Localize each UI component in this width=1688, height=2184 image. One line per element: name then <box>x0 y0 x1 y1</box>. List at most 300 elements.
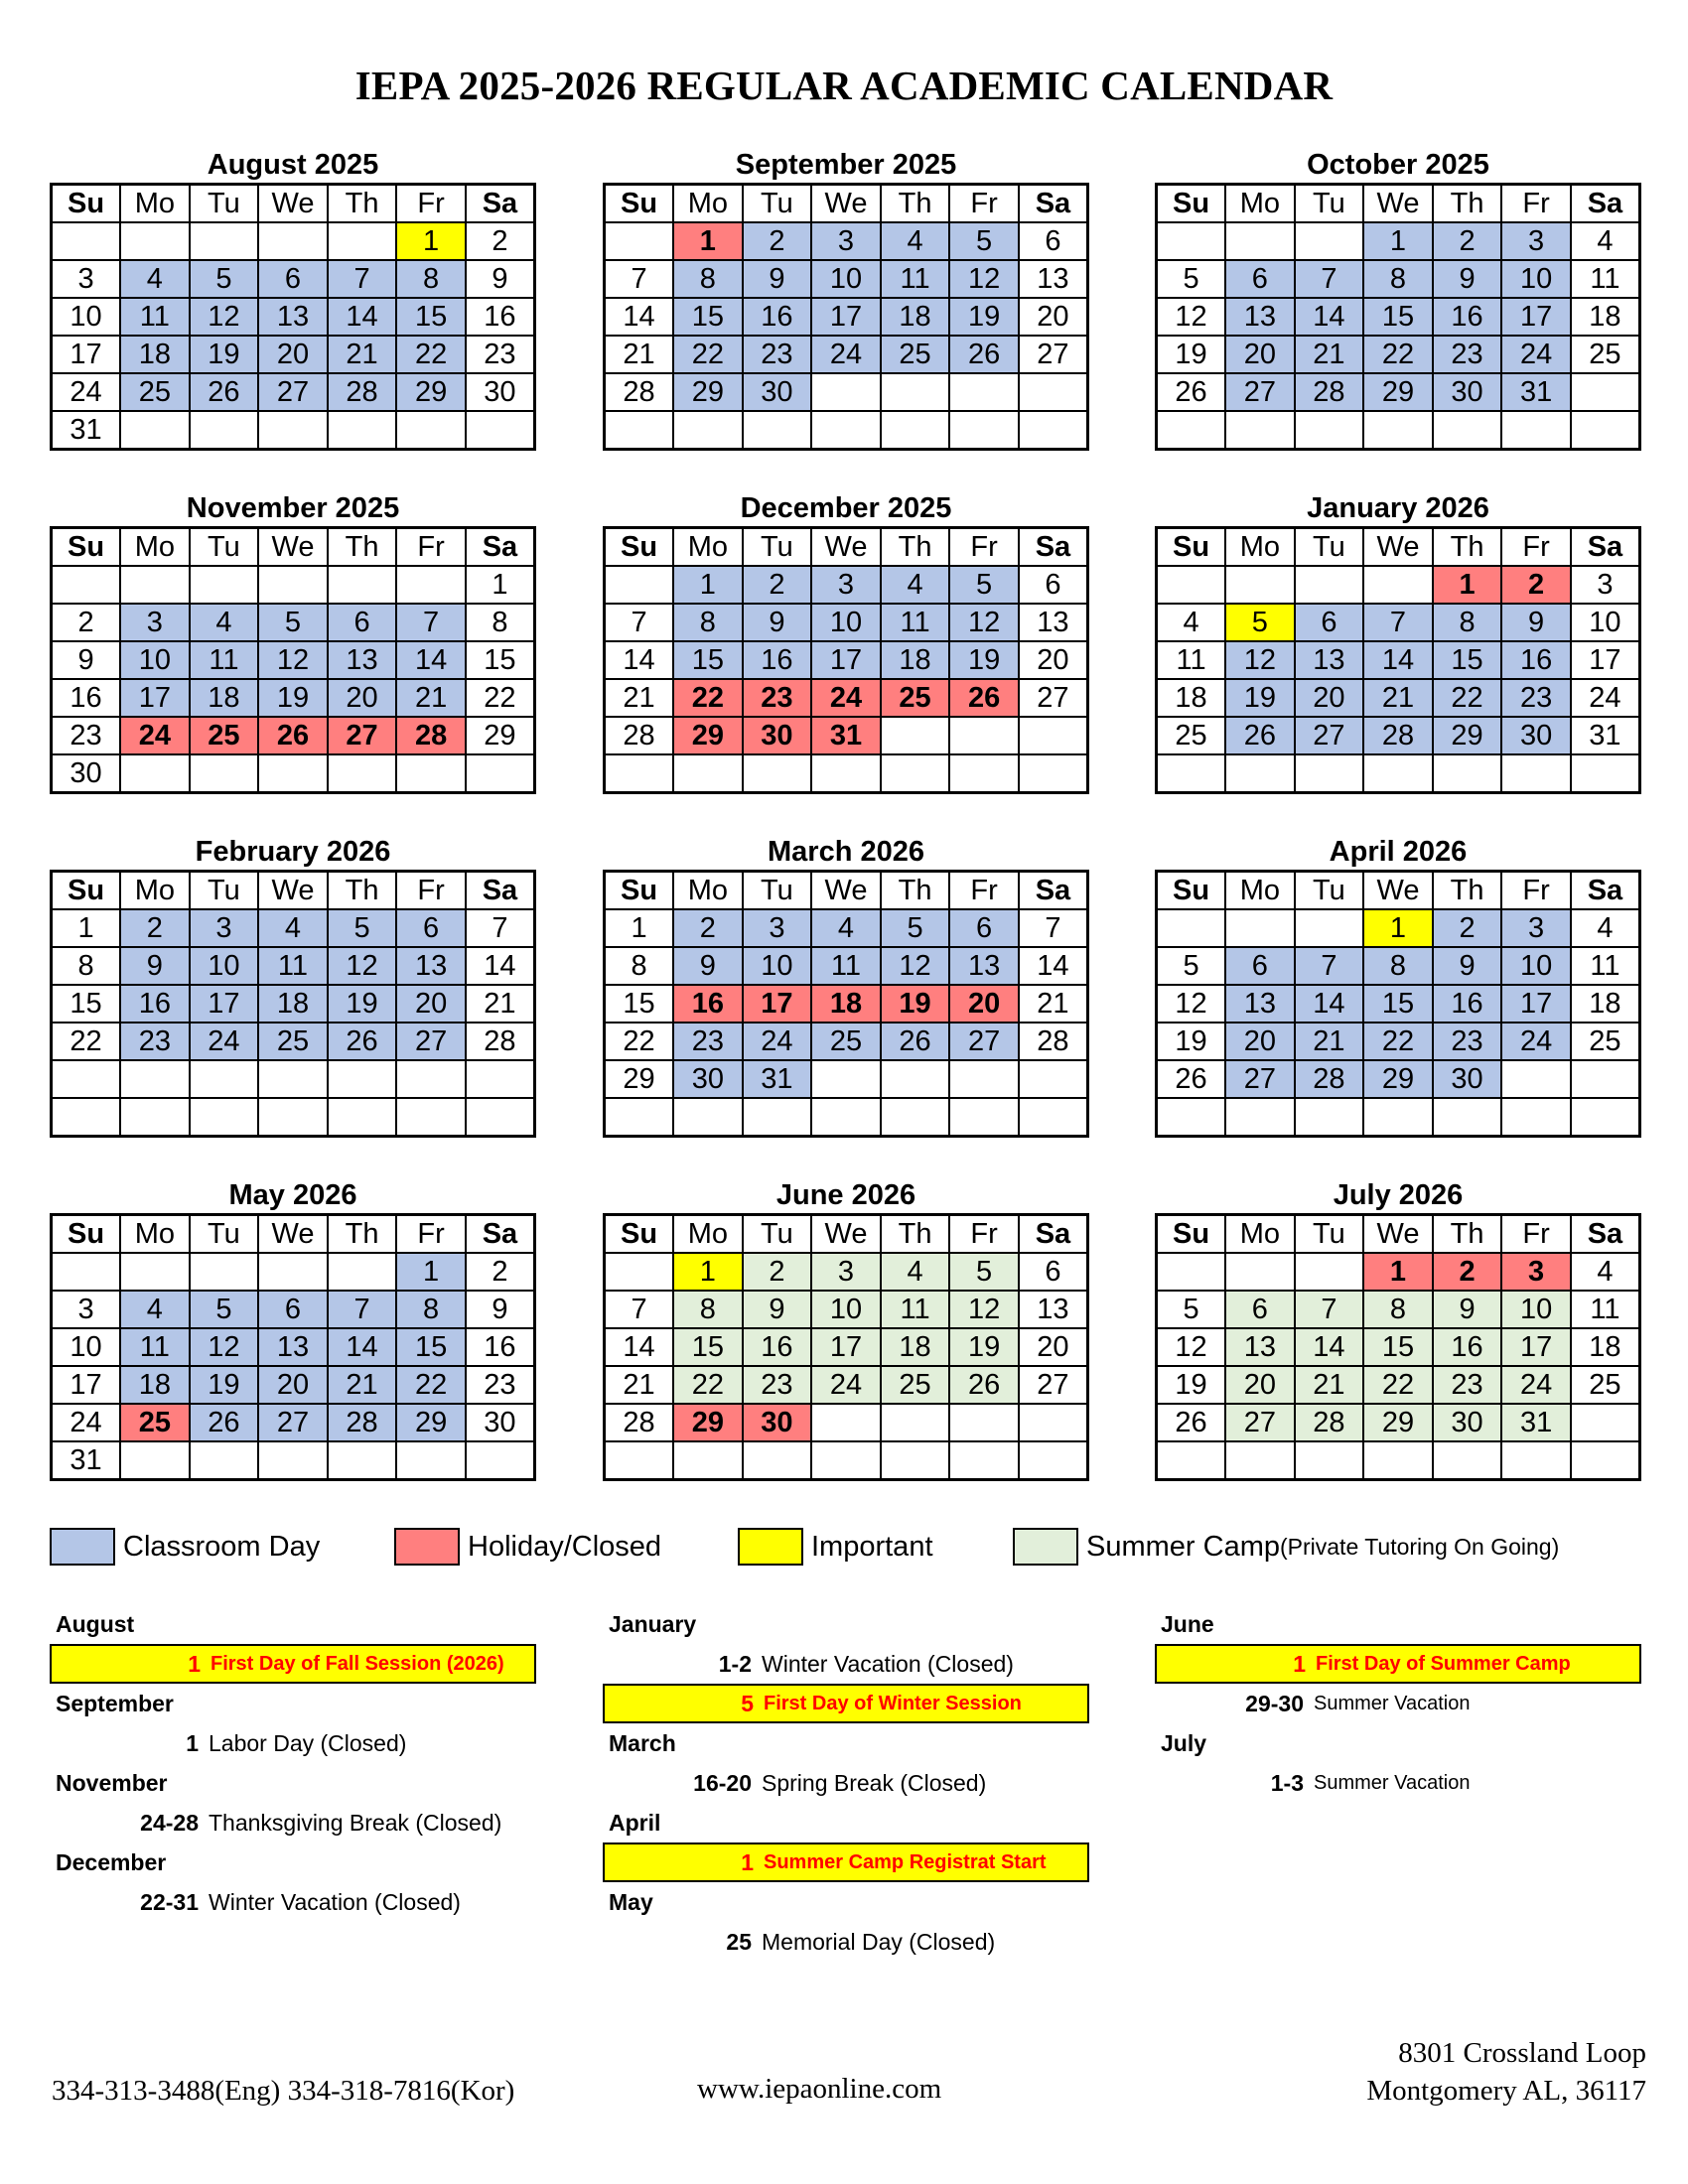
day-cell: 1 <box>673 566 743 604</box>
day-cell: 21 <box>1295 1366 1364 1404</box>
month-name: January 2026 <box>1307 492 1489 524</box>
empty-cell <box>1501 1441 1571 1480</box>
day-cell: 24 <box>52 373 121 411</box>
day-cell: 11 <box>1571 260 1640 298</box>
week-row <box>52 717 535 754</box>
empty-cell <box>605 411 674 450</box>
day-cell: 18 <box>881 298 950 336</box>
empty-cell <box>605 1098 674 1137</box>
day-cell: 16 <box>1433 985 1502 1023</box>
day-cell: 17 <box>52 336 121 373</box>
day-cell: 20 <box>1019 641 1088 679</box>
day-cell: 25 <box>1571 1023 1640 1060</box>
empty-cell <box>1225 1441 1295 1480</box>
day-cell: 22 <box>1433 679 1502 717</box>
day-cell: 21 <box>1295 336 1364 373</box>
day-cell: 10 <box>811 604 881 641</box>
day-cell: 27 <box>1225 1060 1295 1098</box>
day-cell: 17 <box>1571 641 1640 679</box>
day-cell: 12 <box>1157 985 1226 1023</box>
day-cell: 13 <box>258 1328 328 1366</box>
event-text: Winter Vacation (Closed) <box>762 1650 1014 1677</box>
week-row <box>1157 1023 1640 1060</box>
day-cell: 24 <box>120 717 190 754</box>
weekday-header: Mo <box>120 1215 190 1254</box>
day-cell: 14 <box>1295 1328 1364 1366</box>
day-cell: 26 <box>881 1023 950 1060</box>
day-cell: 20 <box>1225 336 1295 373</box>
day-cell: 18 <box>1571 1328 1640 1366</box>
day-cell: 23 <box>673 1023 743 1060</box>
month-table <box>50 183 536 451</box>
empty-cell <box>328 1060 397 1098</box>
day-cell: 16 <box>743 298 812 336</box>
day-cell: 25 <box>881 679 950 717</box>
day-cell: 17 <box>1501 1328 1571 1366</box>
day-cell: 16 <box>743 1328 812 1366</box>
empty-cell <box>1501 411 1571 450</box>
day-cell: 15 <box>52 985 121 1023</box>
weekday-header: We <box>811 185 881 223</box>
weekday-header: Tu <box>1295 185 1364 223</box>
empty-cell <box>1571 411 1640 450</box>
day-cell: 9 <box>52 641 121 679</box>
empty-cell <box>52 566 121 604</box>
empty-cell <box>1157 1098 1226 1137</box>
month-calendar <box>50 490 536 794</box>
event-month-heading: December <box>56 1849 167 1875</box>
legend-label: Important <box>811 1530 933 1563</box>
month-calendar <box>603 834 1089 1138</box>
month-name: September 2025 <box>735 149 957 181</box>
weekday-header: Su <box>1157 528 1226 567</box>
empty-cell <box>120 1253 190 1291</box>
day-cell: 12 <box>1157 298 1226 336</box>
empty-cell <box>605 222 674 260</box>
day-cell: 20 <box>258 336 328 373</box>
month-table <box>50 870 536 1138</box>
day-cell: 26 <box>949 679 1019 717</box>
weekday-header: Fr <box>396 528 466 567</box>
week-row <box>605 1098 1088 1137</box>
day-cell: 16 <box>466 1328 535 1366</box>
day-cell: 15 <box>1363 1328 1433 1366</box>
empty-cell <box>258 754 328 793</box>
day-cell: 10 <box>52 298 121 336</box>
day-cell: 6 <box>258 260 328 298</box>
weekday-header: We <box>1363 528 1433 567</box>
day-cell: 16 <box>1501 641 1571 679</box>
empty-cell <box>1571 754 1640 793</box>
week-row <box>1157 1328 1640 1366</box>
week-row <box>52 373 535 411</box>
empty-cell <box>949 754 1019 793</box>
empty-cell <box>396 1098 466 1137</box>
weekday-header: Tu <box>743 185 812 223</box>
day-cell: 30 <box>743 1404 812 1441</box>
empty-cell <box>605 754 674 793</box>
day-cell: 13 <box>1225 298 1295 336</box>
day-cell: 31 <box>52 1441 121 1480</box>
week-row <box>605 260 1088 298</box>
day-cell: 17 <box>743 985 812 1023</box>
day-cell: 11 <box>120 1328 190 1366</box>
week-row <box>1157 260 1640 298</box>
day-cell: 31 <box>743 1060 812 1098</box>
day-cell: 29 <box>673 1404 743 1441</box>
events-column <box>50 1604 536 1922</box>
day-cell: 25 <box>1571 1366 1640 1404</box>
day-cell: 18 <box>1571 298 1640 336</box>
week-row <box>605 411 1088 450</box>
empty-cell <box>881 1404 950 1441</box>
day-cell: 19 <box>190 1366 259 1404</box>
empty-cell <box>673 1441 743 1480</box>
empty-cell <box>120 411 190 450</box>
weekday-header: We <box>811 528 881 567</box>
event-highlight <box>603 1684 1089 1723</box>
day-cell: 24 <box>1571 679 1640 717</box>
empty-cell <box>1157 1253 1226 1291</box>
empty-cell <box>949 1060 1019 1098</box>
legend-label: Summer Camp <box>1086 1530 1280 1563</box>
day-cell: 24 <box>811 336 881 373</box>
week-row <box>605 1060 1088 1098</box>
day-cell: 9 <box>120 947 190 985</box>
day-cell: 4 <box>881 566 950 604</box>
day-cell: 3 <box>811 566 881 604</box>
weekday-header: Mo <box>1225 528 1295 567</box>
day-cell: 24 <box>1501 1366 1571 1404</box>
weekday-header: Tu <box>1295 1215 1364 1254</box>
day-cell: 20 <box>1295 679 1364 717</box>
day-cell: 18 <box>881 641 950 679</box>
legend-label: Holiday/Closed <box>468 1530 662 1563</box>
day-cell: 26 <box>258 717 328 754</box>
event-highlight <box>50 1644 536 1684</box>
day-cell: 22 <box>673 336 743 373</box>
weekday-header: Th <box>328 185 397 223</box>
empty-cell <box>328 1253 397 1291</box>
day-cell: 20 <box>1019 1328 1088 1366</box>
week-row <box>605 298 1088 336</box>
empty-cell <box>258 1441 328 1480</box>
day-cell: 2 <box>1433 909 1502 947</box>
weekday-header: Sa <box>1571 1215 1640 1254</box>
empty-cell <box>881 754 950 793</box>
day-cell: 15 <box>1363 298 1433 336</box>
day-cell: 31 <box>1501 373 1571 411</box>
day-cell: 5 <box>949 1253 1019 1291</box>
day-cell: 5 <box>328 909 397 947</box>
month-table <box>50 1213 536 1481</box>
empty-cell <box>120 1098 190 1137</box>
empty-cell <box>949 1098 1019 1137</box>
empty-cell <box>396 566 466 604</box>
empty-cell <box>1433 754 1502 793</box>
empty-cell <box>811 411 881 450</box>
day-cell: 12 <box>1225 641 1295 679</box>
event-text: Labor Day (Closed) <box>209 1729 407 1756</box>
day-cell: 3 <box>190 909 259 947</box>
day-cell: 26 <box>949 336 1019 373</box>
day-cell: 2 <box>120 909 190 947</box>
day-cell: 22 <box>1363 1366 1433 1404</box>
empty-cell <box>949 373 1019 411</box>
day-cell: 13 <box>328 641 397 679</box>
day-cell: 1 <box>396 222 466 260</box>
week-row <box>605 754 1088 793</box>
day-cell: 12 <box>328 947 397 985</box>
day-cell: 11 <box>881 260 950 298</box>
empty-cell <box>949 717 1019 754</box>
day-cell: 27 <box>1225 373 1295 411</box>
empty-cell <box>258 1098 328 1137</box>
empty-cell <box>1157 222 1226 260</box>
week-row <box>1157 1366 1640 1404</box>
empty-cell <box>258 222 328 260</box>
event-item <box>603 1763 1089 1803</box>
empty-cell <box>1295 222 1364 260</box>
month-name: June 2026 <box>775 1179 916 1211</box>
day-cell: 13 <box>1019 604 1088 641</box>
day-cell: 13 <box>1019 260 1088 298</box>
day-cell: 22 <box>605 1023 674 1060</box>
weekday-header: Fr <box>949 528 1019 567</box>
day-cell: 21 <box>328 1366 397 1404</box>
week-row <box>1157 1098 1640 1137</box>
week-row <box>52 298 535 336</box>
day-cell: 4 <box>1571 909 1640 947</box>
empty-cell <box>1363 411 1433 450</box>
day-cell: 29 <box>673 717 743 754</box>
day-cell: 11 <box>881 1291 950 1328</box>
week-row <box>1157 947 1640 985</box>
day-cell: 10 <box>811 1291 881 1328</box>
legend-swatch <box>738 1528 803 1566</box>
week-row <box>605 909 1088 947</box>
month-calendar <box>603 1177 1089 1481</box>
empty-cell <box>881 373 950 411</box>
day-cell: 8 <box>396 260 466 298</box>
weekday-header: Th <box>328 528 397 567</box>
event-month-heading: March <box>609 1730 676 1756</box>
day-cell: 22 <box>1363 1023 1433 1060</box>
day-cell: 12 <box>949 1291 1019 1328</box>
empty-cell <box>811 373 881 411</box>
week-row <box>52 1023 535 1060</box>
weekday-header: We <box>811 1215 881 1254</box>
week-row <box>52 1291 535 1328</box>
empty-cell <box>120 222 190 260</box>
week-row <box>605 985 1088 1023</box>
day-cell: 30 <box>743 717 812 754</box>
day-cell: 9 <box>743 260 812 298</box>
day-cell: 20 <box>949 985 1019 1023</box>
month-name: November 2025 <box>186 492 400 524</box>
day-cell: 7 <box>466 909 535 947</box>
day-cell: 13 <box>258 298 328 336</box>
legend-item <box>50 1525 320 1569</box>
empty-cell <box>396 754 466 793</box>
empty-cell <box>1295 411 1364 450</box>
weekday-header: Sa <box>1019 1215 1088 1254</box>
month-name: February 2026 <box>195 836 391 868</box>
day-cell: 29 <box>1363 1060 1433 1098</box>
day-cell: 8 <box>1363 260 1433 298</box>
day-cell: 28 <box>396 717 466 754</box>
week-row <box>605 1253 1088 1291</box>
day-cell: 14 <box>1019 947 1088 985</box>
day-cell: 8 <box>1363 1291 1433 1328</box>
day-cell: 20 <box>396 985 466 1023</box>
event-month-heading: April <box>609 1810 661 1836</box>
weekday-header: Su <box>52 185 121 223</box>
day-cell: 9 <box>743 604 812 641</box>
day-cell: 21 <box>605 1366 674 1404</box>
day-cell: 23 <box>1433 1366 1502 1404</box>
empty-cell <box>52 1253 121 1291</box>
event-date: 1-2 <box>718 1650 752 1677</box>
day-cell: 28 <box>1019 1023 1088 1060</box>
empty-cell <box>1295 909 1364 947</box>
day-cell: 30 <box>1433 1060 1502 1098</box>
day-cell: 14 <box>328 298 397 336</box>
week-row <box>52 1366 535 1404</box>
day-cell: 30 <box>466 373 535 411</box>
day-cell: 30 <box>52 754 121 793</box>
day-cell: 11 <box>1571 947 1640 985</box>
day-cell: 9 <box>743 1291 812 1328</box>
weekday-header: We <box>1363 1215 1433 1254</box>
empty-cell <box>1019 1441 1088 1480</box>
day-cell: 27 <box>1225 1404 1295 1441</box>
week-row <box>1157 1060 1640 1098</box>
day-cell: 17 <box>52 1366 121 1404</box>
day-cell: 27 <box>396 1023 466 1060</box>
day-cell: 1 <box>466 566 535 604</box>
day-cell: 22 <box>396 1366 466 1404</box>
day-cell: 22 <box>673 1366 743 1404</box>
weekday-header: Th <box>881 1215 950 1254</box>
day-cell: 24 <box>1501 1023 1571 1060</box>
day-cell: 12 <box>949 604 1019 641</box>
week-row <box>1157 566 1640 604</box>
empty-cell <box>1295 1253 1364 1291</box>
weekday-header: Mo <box>120 185 190 223</box>
day-cell: 15 <box>1433 641 1502 679</box>
day-cell: 23 <box>120 1023 190 1060</box>
day-cell: 19 <box>328 985 397 1023</box>
day-cell: 3 <box>52 260 121 298</box>
day-cell: 7 <box>1019 909 1088 947</box>
weekday-header: Fr <box>1501 1215 1571 1254</box>
day-cell: 10 <box>120 641 190 679</box>
empty-cell <box>120 566 190 604</box>
weekday-header: We <box>811 872 881 910</box>
day-cell: 19 <box>1157 1366 1226 1404</box>
day-cell: 21 <box>328 336 397 373</box>
empty-cell <box>1225 566 1295 604</box>
empty-cell <box>1225 909 1295 947</box>
empty-cell <box>1019 411 1088 450</box>
empty-cell <box>1225 1098 1295 1137</box>
day-cell: 26 <box>190 1404 259 1441</box>
empty-cell <box>673 754 743 793</box>
weekday-header: Sa <box>466 872 535 910</box>
month-calendar <box>50 834 536 1138</box>
day-cell: 7 <box>328 260 397 298</box>
day-cell: 23 <box>1501 679 1571 717</box>
day-cell: 13 <box>1019 1291 1088 1328</box>
empty-cell <box>190 411 259 450</box>
day-cell: 7 <box>328 1291 397 1328</box>
event-item <box>50 1723 536 1763</box>
footer-website[interactable]: www.iepaonline.com <box>697 2073 942 2105</box>
empty-cell <box>811 1441 881 1480</box>
legend-swatch <box>50 1528 115 1566</box>
weekday-header: Su <box>1157 872 1226 910</box>
day-cell: 5 <box>1225 604 1295 641</box>
weekday-header: Tu <box>743 1215 812 1254</box>
day-cell: 15 <box>605 985 674 1023</box>
week-row <box>52 754 535 793</box>
day-cell: 24 <box>811 679 881 717</box>
month-name: July 2026 <box>1333 1179 1464 1211</box>
day-cell: 26 <box>949 1366 1019 1404</box>
event-date: 29-30 <box>1245 1690 1304 1716</box>
day-cell: 2 <box>52 604 121 641</box>
day-cell: 27 <box>1019 1366 1088 1404</box>
empty-cell <box>190 1253 259 1291</box>
day-cell: 19 <box>949 1328 1019 1366</box>
empty-cell <box>190 1060 259 1098</box>
event-date: 22-31 <box>140 1888 199 1915</box>
day-cell: 19 <box>1225 679 1295 717</box>
day-cell: 27 <box>258 1404 328 1441</box>
event-text: Memorial Day (Closed) <box>762 1928 996 1955</box>
week-row <box>1157 1404 1640 1441</box>
day-cell: 29 <box>396 1404 466 1441</box>
weekday-header: Fr <box>1501 872 1571 910</box>
weekday-header: Fr <box>949 1215 1019 1254</box>
day-cell: 25 <box>811 1023 881 1060</box>
day-cell: 6 <box>1019 566 1088 604</box>
day-cell: 23 <box>1433 336 1502 373</box>
day-cell: 2 <box>466 222 535 260</box>
week-row <box>1157 222 1640 260</box>
day-cell: 2 <box>743 1253 812 1291</box>
day-cell: 27 <box>1019 679 1088 717</box>
day-cell: 9 <box>1433 1291 1502 1328</box>
month-table <box>1155 1213 1641 1481</box>
event-text: Spring Break (Closed) <box>762 1769 987 1796</box>
day-cell: 29 <box>1363 1404 1433 1441</box>
day-cell: 28 <box>1295 1404 1364 1441</box>
weekday-header: Mo <box>673 185 743 223</box>
empty-cell <box>120 1441 190 1480</box>
day-cell: 4 <box>1571 1253 1640 1291</box>
events-column <box>603 1604 1089 1962</box>
day-cell: 10 <box>1501 260 1571 298</box>
day-cell: 8 <box>1433 604 1502 641</box>
day-cell: 5 <box>949 222 1019 260</box>
day-cell: 11 <box>258 947 328 985</box>
day-cell: 7 <box>1295 1291 1364 1328</box>
legend-note: (Private Tutoring On Going) <box>1280 1533 1560 1560</box>
weekday-header: Th <box>1433 528 1502 567</box>
day-cell: 18 <box>881 1328 950 1366</box>
